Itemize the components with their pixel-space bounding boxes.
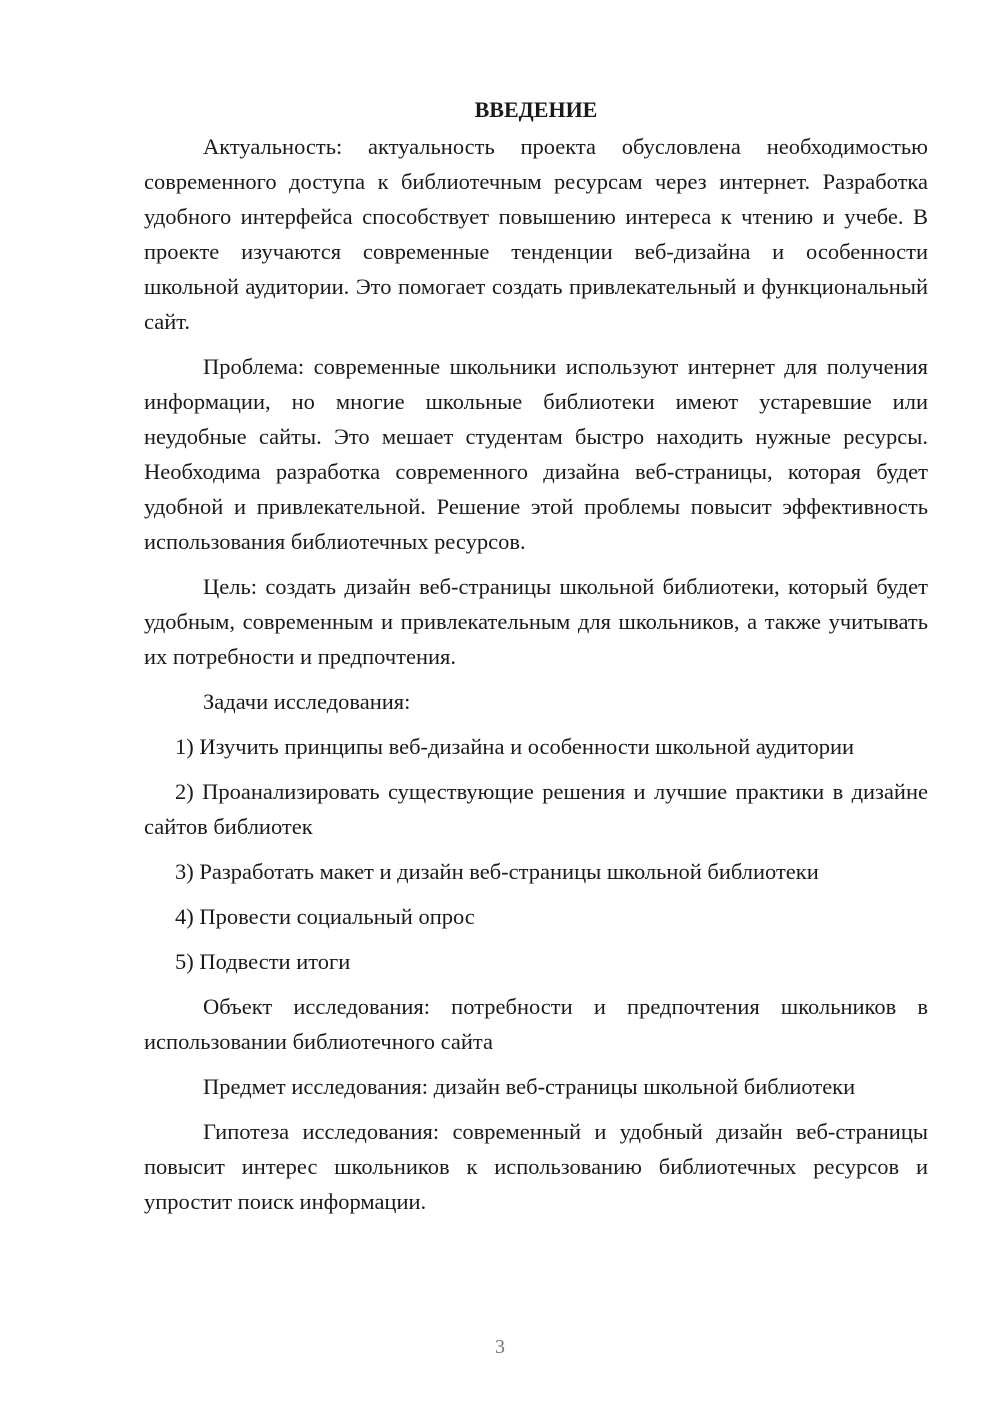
problem-paragraph: Проблема: современные школьники используют интернет для получения информации, но многие школьные библиотеки имеют устаревшие или неудобные сайты. Это мешает студентам быстро находить нужные ресурсы. Необходима разработка современного дизайна веб-страницы, которая будет удобной и привлекательной. Решение этой проблемы повысит эффективность использования библиотечных ресурсов. xyxy=(144,354,928,554)
task-item-4: 4) Провести социальный опрос xyxy=(175,904,475,929)
page-number: 3 xyxy=(495,1336,505,1358)
subject-paragraph: Предмет исследования: дизайн веб-страницы школьной библиотеки xyxy=(203,1074,856,1099)
task-item-1: 1) Изучить принципы веб-дизайна и особенности школьной аудитории xyxy=(175,734,855,759)
object-paragraph: Объект исследования: потребности и предпочтения школьников в использовании библиотечного сайта xyxy=(144,994,928,1054)
task-item-5: 5) Подвести итоги xyxy=(175,949,351,974)
goal-paragraph: Цель: создать дизайн веб-страницы школьной библиотеки, который будет удобным, современным и привлекательным для школьников, а также учитывать их потребности и предпочтения. xyxy=(144,574,928,669)
tasks-heading: Задачи исследования: xyxy=(203,689,411,714)
relevance-paragraph: Актуальность: актуальность проекта обусловлена необходимостью современного доступа к библиотечным ресурсам через интернет. Разработка удобного интерфейса способствует повышению интереса к чтению и учебе. В проекте изучаются современные тенденции веб-дизайна и особенности школьной аудитории. Это помогает создать привлекательный и функциональный сайт. xyxy=(144,134,928,334)
task-item-2: 2) Проанализировать существующие решения и лучшие практики в дизайне сайтов библиотек xyxy=(144,779,928,839)
section-title: ВВЕДЕНИЕ xyxy=(474,97,598,122)
document-page xyxy=(144,92,928,1229)
hypothesis-paragraph: Гипотеза исследования: современный и удобный дизайн веб-страницы повысит интерес школьников к использованию библиотечных ресурсов и упростит поиск информации. xyxy=(144,1119,928,1214)
task-item-3: 3) Разработать макет и дизайн веб-страницы школьной библиотеки xyxy=(175,859,819,884)
